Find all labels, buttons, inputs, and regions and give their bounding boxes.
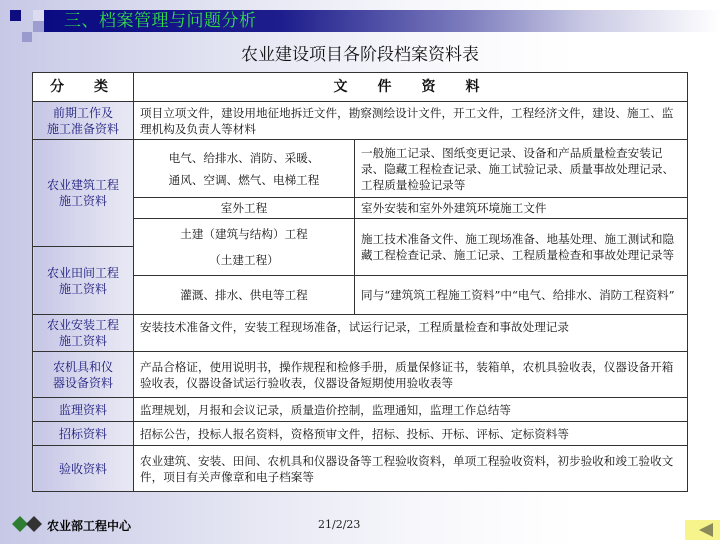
documents-cell: 招标公告，投标人报名资料，资格预审文件，招标、投标、开标、评标、定标资料等 bbox=[134, 422, 688, 446]
documents-cell: 室外安装和室外外建筑环境施工文件 bbox=[355, 198, 688, 219]
category-line: 农机具和仪 bbox=[52, 359, 113, 374]
documents-cell: 一般施工记录、图纸变更记录、设备和产品质量检查安装记录、隐藏工程检查记录、施工试验记录、质量事故处理记录、工程质量检验记录等 bbox=[355, 140, 688, 198]
table-row bbox=[33, 422, 688, 446]
header-documents: 文 件 资 料 bbox=[134, 73, 688, 102]
category-line: 施工资料 bbox=[58, 194, 107, 208]
documents-cell: 同与“建筑筑工程施工资料”中“电气、给排水、消防工程资料” bbox=[355, 276, 688, 315]
sub-item-line: 通风、空调、燃气、电梯工程 bbox=[168, 172, 320, 187]
decorative-square bbox=[33, 10, 44, 21]
footer-date: 21/2/23 bbox=[318, 518, 361, 531]
category-line: 器设备资料 bbox=[52, 375, 113, 390]
decorative-square bbox=[33, 21, 44, 32]
sub-item-line: 土建（建筑与结构）工程 bbox=[180, 227, 308, 241]
documents-cell: 农业建筑、安装、田间、农机具和仪器设备等工程验收资料，单项工程验收资料，初步验收和竣工验收文件，项目有关声像章和电子档案等 bbox=[134, 446, 688, 492]
table-row bbox=[33, 315, 688, 352]
document-title: 农业建设项目各阶段档案资料表 bbox=[241, 45, 479, 65]
previous-slide-arrow-icon bbox=[685, 520, 720, 540]
category-line: 施工资料 bbox=[58, 334, 107, 348]
table-row bbox=[33, 102, 688, 140]
documents-cell: 项目立项文件，建设用地征地拆迁文件，勘察测绘设计文件，开工文件，工程经济文件，建设、施工、监理机构及负责人等材料 bbox=[134, 102, 688, 140]
category-cell bbox=[33, 247, 134, 315]
archive-table bbox=[32, 72, 688, 492]
sub-item-cell: 室外工程 bbox=[134, 198, 355, 219]
documents-cell: 产品合格证，使用说明书，操作规程和检修手册，质量保修证书，装箱单，农机具验收表，仪器设备开箱验收表，仪器设备试运行验收表，仪器设备短期使用验收表等 bbox=[134, 352, 688, 398]
header-category: 分 类 bbox=[33, 73, 134, 102]
category-line: 施工准备资料 bbox=[46, 121, 119, 136]
category-line: 前期工作及 bbox=[52, 105, 113, 120]
diamond-logo-icon bbox=[12, 516, 46, 532]
previous-slide-button[interactable] bbox=[685, 520, 720, 540]
decorative-square bbox=[10, 10, 21, 21]
documents-cell: 安装技术准备文件，安装工程现场准备，试运行记录，工程质量检查和事故处理记录 bbox=[134, 315, 688, 352]
category-line: 农业建筑工程 bbox=[46, 178, 119, 192]
category-cell bbox=[33, 352, 134, 398]
table-header-row bbox=[33, 73, 688, 102]
table-row bbox=[33, 446, 688, 492]
category-cell bbox=[33, 140, 134, 247]
sub-item-cell bbox=[134, 219, 355, 276]
category-line: 农业安装工程 bbox=[46, 318, 119, 332]
table-row bbox=[33, 140, 688, 198]
category-cell bbox=[33, 315, 134, 352]
documents-cell: 监理规划，月报和会议记录，质量造价控制，监理通知，监理工作总结等 bbox=[134, 398, 688, 422]
category-cell: 招标资料 bbox=[33, 422, 134, 446]
section-title: 三、档案管理与问题分析 bbox=[64, 11, 257, 31]
table-row bbox=[33, 398, 688, 422]
category-line: 施工资料 bbox=[58, 281, 107, 296]
sub-item-line: （土建工程） bbox=[209, 253, 279, 267]
sub-item-line: 电气、给排水、消防、采暖、 bbox=[168, 150, 320, 165]
category-cell: 监理资料 bbox=[33, 398, 134, 422]
sub-item-cell bbox=[134, 140, 355, 198]
documents-cell: 施工技术准备文件、施工现场准备、地基处理、施工测试和隐藏工程检查记录、施工记录、工程质量检查和事故处理记录等 bbox=[355, 219, 688, 276]
sub-item-cell: 灌溉、排水、供电等工程 bbox=[134, 276, 355, 315]
category-line: 农业田间工程 bbox=[46, 265, 119, 280]
footer-organization: 农业部工程中心 bbox=[47, 519, 132, 533]
category-cell bbox=[33, 102, 134, 140]
category-cell: 验收资料 bbox=[33, 446, 134, 492]
table-row bbox=[33, 352, 688, 398]
